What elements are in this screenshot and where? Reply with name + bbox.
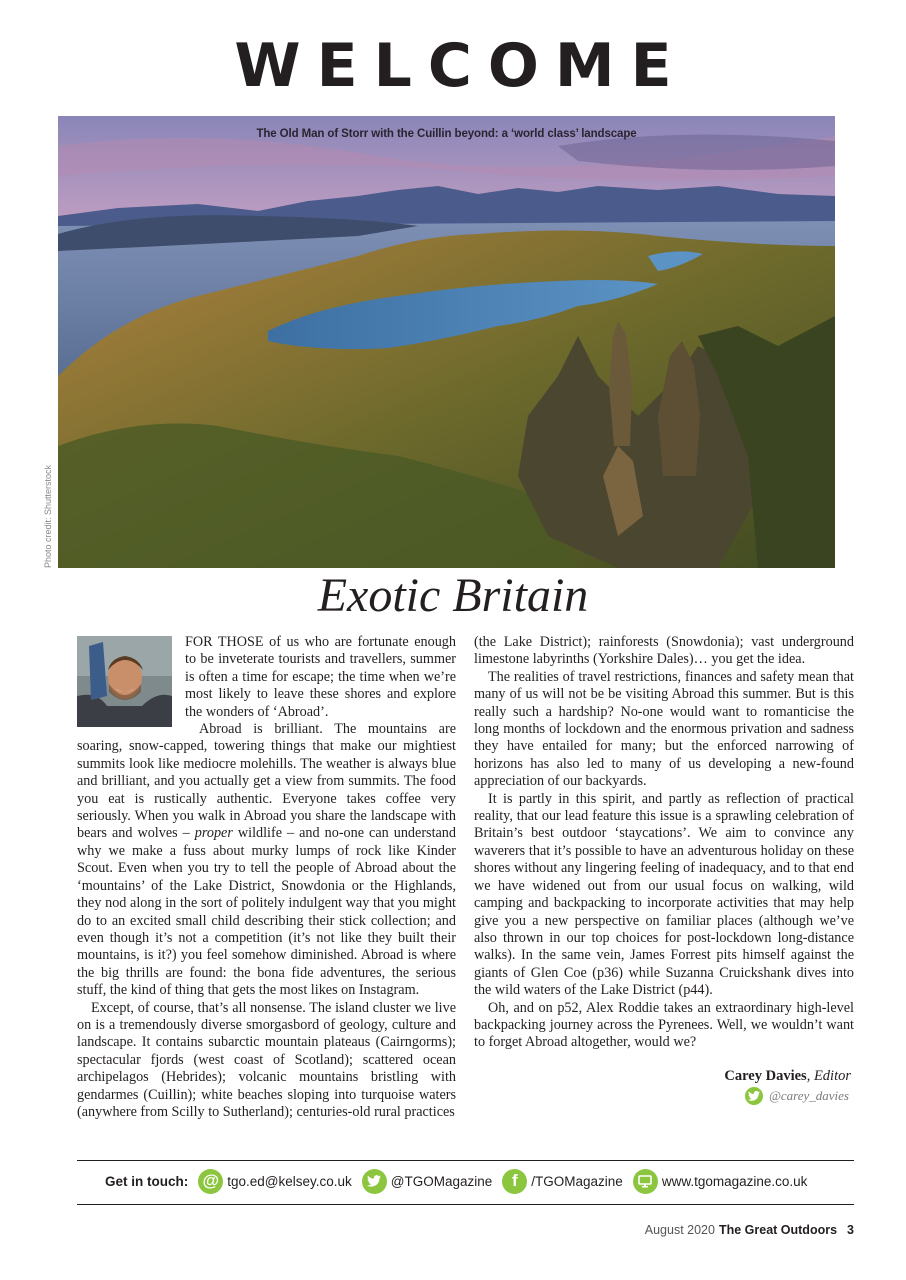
article-column-left [77,634,456,1121]
contact-facebook[interactable] [502,1169,623,1194]
page-footer [645,1223,854,1237]
photo-credit: Photo credit: Shutterstock [43,464,53,568]
contact-label: Get in touch: [105,1173,189,1189]
page-number: 3 [847,1223,854,1237]
twitter-icon [362,1169,387,1194]
contact-email-text: tgo.ed@kelsey.co.uk [227,1173,352,1189]
editor-portrait [77,636,172,727]
article-paragraph: FOR THOSE of us who are fortunate enough to be inveterate tourists and travellers, summer is often a time for escape; the time when we’re most likely to leave these shores and explore the wonders of ‘Abroad’. [185,634,456,720]
photo-caption: The Old Man of Storr with the Cuillin beyond: a ‘world class’ landscape [256,128,637,140]
article-paragraph: (the Lake District); rainforests (Snowdonia); vast underground limestone labyrinths (Yorkshire Dales)… you get the idea. [474,634,854,668]
landscape-photo [58,116,835,568]
monitor-icon [633,1169,658,1194]
divider [77,1160,854,1161]
divider [77,1204,854,1205]
contact-email[interactable] [198,1169,352,1194]
twitter-icon [745,1087,763,1105]
contact-website-text: www.tgomagazine.co.uk [661,1173,808,1189]
at-icon: @ [198,1169,223,1194]
article-paragraph: It is partly in this spirit, and partly as reflection of practical reality, that our lead feature this issue is a sprawling celebration of Britain’s best outdoor ‘staycations’. We aim to convince any waverers that it’s possible to have an adventurous holiday on these shores without any lingering feeling of inadequacy, and to that end we have widened out from our usual focus on walking, wild camping and backpacking to incorporate activities that may help give you a new perspective on familiar places (although we’ve also thrown in our top choices for post-lockdown long-distance walks). In the same vein, James Forrest pits himself against the giants of Glen Coe (p36) while Suzanna Cruickshank dives into the wild waters of the Lake District (p44). [474,790,854,999]
contact-twitter-text: @TGOMagazine [390,1173,493,1189]
editor-signature: Carey Davies, Editor [724,1068,851,1084]
article-headline: Exotic Britain [317,569,589,622]
article-column-right [474,634,854,1052]
contact-twitter[interactable] [362,1169,493,1194]
editor-twitter[interactable] [745,1087,849,1105]
contact-website[interactable] [633,1169,808,1194]
landscape-illustration [58,116,835,568]
page-title: WELCOME [234,31,688,101]
facebook-icon: f [502,1169,527,1194]
article-paragraph: Except, of course, that’s all nonsense. The island cluster we live on is a tremendously diverse smorgasbord of geology, culture and landscape. It contains subarctic mountain plateaus (Cairngorms); spectacular fjords (west coast of Scotland); scattered ocean archipelagos (Hebrides); volcanic mountains bristling with gendarmes (Cuillin); white beaches sloping into turquoise waters (anywhere from Scilly to Sutherland); centuries-old rural practices [77,999,456,1120]
contact-bar [105,1166,817,1196]
footer-magazine: The Great Outdoors [718,1223,838,1237]
footer-date: August 2020 [644,1223,715,1237]
contact-facebook-text: /TGOMagazine [531,1173,623,1189]
twitter-handle: @carey_davies [768,1088,849,1103]
article-paragraph: Abroad is brilliant. The mountains are soaring, snow-capped, towering things that make our mightiest summits look like mediocre molehills. The weather is always blue and brilliant, and you actually get a view from summits. The food you eat is rustically authentic. Everyone takes coffee very seriously. When you walk in Abroad you share the landscape with bears and wolves – proper wildlife – and no-one can understand why we make a fuss about murky lumps of rock like Kinder Scout. Even when you try to tell the people of Abroad about the ‘mountains’ of the Lake District, Snowdonia or the Highlands, they nod along in the sort of politely indulgent way that you might do to an excited small child describing their stick collection; and even though it’s not a competition (it’s not like they built their mountains, is it?) you feel somehow diminished. Abroad is where the big thrills are found: the bona fide adventures, the serious stuff, the kind of thing that gets the most likes on Instagram. [77,721,456,999]
article-paragraph: The realities of travel restrictions, finances and safety mean that many of us will not be be visiting Abroad this summer. But is this really such a hardship? No-one would want to romanticise the long months of lockdown and the enormous privation and sadness they have entailed for many; but the enforced narrowing of horizons has also led to many of us developing a new-found appreciation of our backyards. [474,668,854,790]
article-paragraph: Oh, and on p52, Alex Roddie takes an extraordinary high-level backpacking journey across the Pyrenees. Well, we wouldn’t want to forget Abroad altogether, would we? [474,999,854,1051]
